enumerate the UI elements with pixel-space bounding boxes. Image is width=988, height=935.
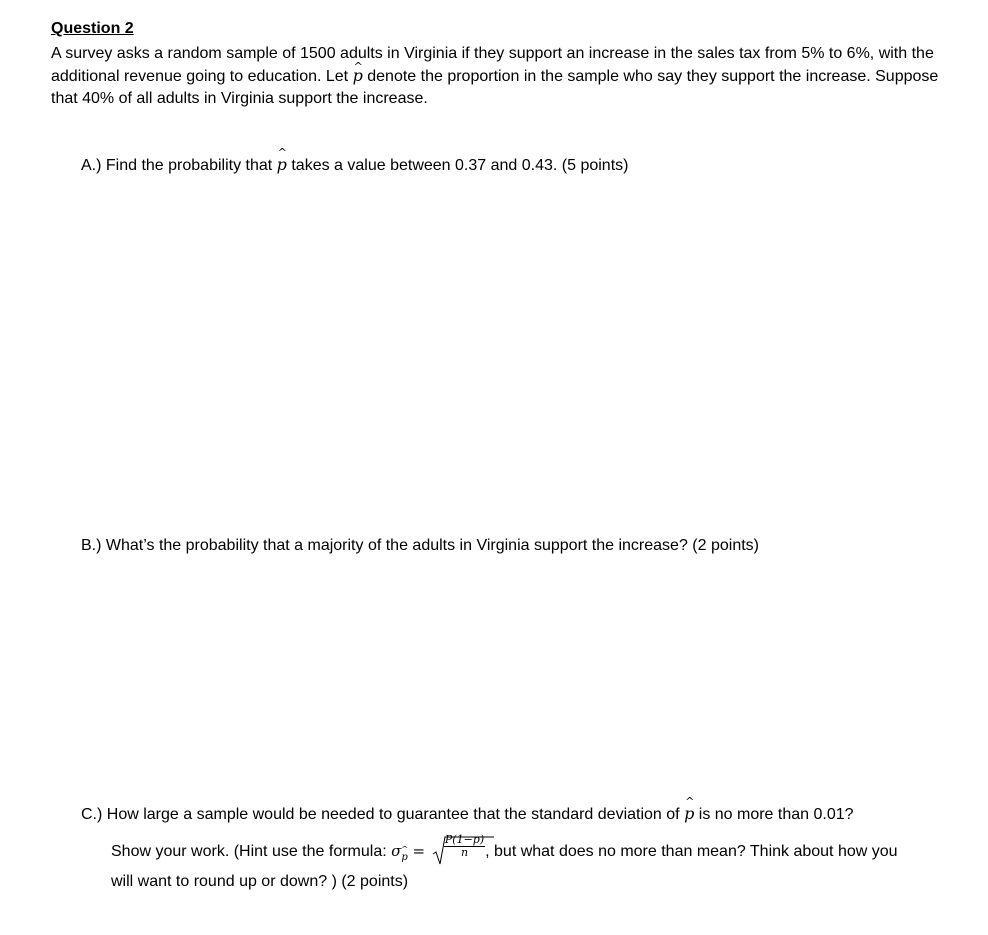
fraction-numerator: P(1−p) xyxy=(444,833,485,847)
p-hat-symbol: ^ p xyxy=(684,804,694,823)
sqrt-icon xyxy=(432,834,496,868)
part-b-question: B.) What’s the probability that a majority of the adults in Virginia support the increase? (2 points) xyxy=(81,537,759,554)
intro-text-1: A survey asks a random sample of 1500 adults in Virginia if they support an increase in the sales tax from 5% to 6%, with the additional revenue going to education. Let xyxy=(51,45,934,85)
equals-sign: = xyxy=(407,842,430,860)
part-c-prefix: C.) How large a sample would be needed to guarantee that the standard deviation of xyxy=(81,806,685,823)
question-intro xyxy=(51,43,961,110)
p-hat-symbol: ^ p xyxy=(277,155,287,174)
sqrt-formula xyxy=(432,834,485,869)
part-a-suffix: takes a value between 0.37 and 0.43. (5 points) xyxy=(286,157,629,174)
p-hat-symbol: ^ p xyxy=(353,65,363,87)
intro-text-2: denote the proportion in the sample who say they support the increase. Suppose that 40% of all adults in Virginia support the increase. xyxy=(51,68,939,107)
part-c-question-line1 xyxy=(81,804,854,824)
part-c-hint-text: Show your work. (Hint use the formula: xyxy=(111,843,392,860)
part-c-hint-text-2: , but what does no more than mean? Think about how you xyxy=(485,843,898,860)
part-a-prefix: A.) Find the probability that xyxy=(81,157,277,174)
part-a-question xyxy=(81,155,628,175)
question-title: Question 2 xyxy=(51,20,134,37)
part-c-suffix: is no more than 0.01? xyxy=(694,806,854,823)
sigma-symbol: σ xyxy=(391,842,402,860)
fraction-denominator: n xyxy=(460,846,469,860)
part-c-question-line2 xyxy=(111,834,898,868)
sigma-subscript: ^ p xyxy=(401,841,407,875)
part-c-question-line3: will want to round up or down? ) (2 points) xyxy=(111,873,409,890)
